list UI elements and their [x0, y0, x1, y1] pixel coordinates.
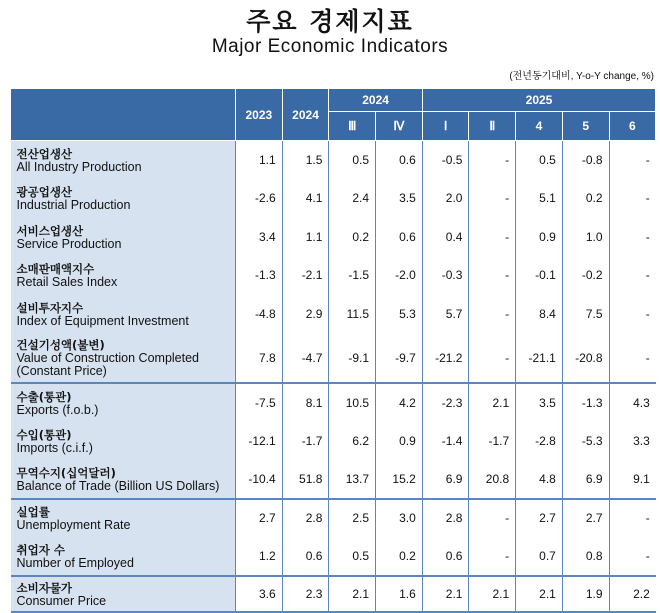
group-header-2024: 2024 — [329, 89, 422, 112]
value-cell: 2.4 — [329, 179, 376, 218]
value-cell: 6.9 — [562, 460, 609, 499]
value-cell: 3.5 — [516, 383, 563, 422]
label-header — [11, 89, 236, 141]
value-cell: 2.1 — [516, 576, 563, 612]
value-cell: -21.1 — [516, 333, 563, 383]
value-cell: - — [609, 333, 656, 383]
row-label — [11, 141, 236, 180]
value-cell: -2.6 — [236, 179, 283, 218]
value-cell: - — [469, 295, 516, 334]
label-korean: 소매판매액지수 — [16, 262, 95, 277]
row-label — [11, 333, 236, 383]
value-cell: 2.7 — [516, 499, 563, 538]
value-cell: -12.1 — [236, 422, 283, 461]
value-cell: -9.7 — [376, 333, 423, 383]
value-cell: 0.2 — [562, 179, 609, 218]
table-row — [11, 333, 656, 383]
value-cell: 0.5 — [329, 537, 376, 576]
value-cell: 3.0 — [376, 499, 423, 538]
value-cell: 0.7 — [516, 537, 563, 576]
value-cell: 5.7 — [422, 295, 469, 334]
table-row — [11, 422, 656, 461]
value-cell: 3.5 — [376, 179, 423, 218]
value-cell: -1.3 — [236, 256, 283, 295]
value-cell: 11.5 — [329, 295, 376, 334]
year-header: 2024 — [282, 89, 329, 141]
label-english: Unemployment Rate — [16, 518, 131, 533]
value-cell: 3.6 — [236, 576, 283, 612]
value-cell: -21.2 — [422, 333, 469, 383]
value-cell: 2.8 — [282, 499, 329, 538]
period-header: Ⅰ — [422, 112, 469, 141]
value-cell: 6.2 — [329, 422, 376, 461]
value-cell: - — [609, 256, 656, 295]
value-cell: 7.8 — [236, 333, 283, 383]
value-cell: 2.7 — [562, 499, 609, 538]
value-cell: -2.1 — [282, 256, 329, 295]
value-cell: 0.9 — [376, 422, 423, 461]
label-english-2: (Constant Price) — [16, 364, 107, 378]
label-english: Service Production — [16, 236, 122, 251]
value-cell: 0.5 — [516, 141, 563, 180]
year-header: 2023 — [236, 89, 283, 141]
table-row — [11, 295, 656, 334]
label-english: Exports (f.o.b.) — [16, 402, 99, 417]
value-cell: 2.8 — [422, 499, 469, 538]
label-korean: 무역수지(십억달러) — [16, 465, 116, 480]
value-cell: 6.9 — [422, 460, 469, 499]
value-cell: 13.7 — [329, 460, 376, 499]
table-row — [11, 256, 656, 295]
value-cell: 9.1 — [609, 460, 656, 499]
table-row — [11, 141, 656, 180]
label-korean: 설비투자지수 — [16, 300, 84, 315]
period-header: 4 — [516, 112, 563, 141]
value-cell: 0.8 — [562, 537, 609, 576]
label-english: Balance of Trade (Billion US Dollars) — [16, 478, 220, 493]
value-cell: 4.1 — [282, 179, 329, 218]
value-cell: - — [609, 537, 656, 576]
value-cell: 4.8 — [516, 460, 563, 499]
table-row — [11, 179, 656, 218]
label-korean: 소비자물가 — [16, 580, 73, 595]
value-cell: - — [609, 499, 656, 538]
value-cell: -1.7 — [469, 422, 516, 461]
label-korean: 취업자 수 — [16, 542, 65, 557]
value-cell: -5.3 — [562, 422, 609, 461]
value-cell: 1.6 — [376, 576, 423, 612]
indicators-table — [10, 88, 656, 613]
value-cell: - — [469, 179, 516, 218]
value-cell: - — [609, 141, 656, 180]
label-korean: 전산업생산 — [16, 147, 73, 161]
value-cell: -0.1 — [516, 256, 563, 295]
label-english: Industrial Production — [16, 198, 131, 213]
page-title-korean: 주요 경제지표 — [246, 7, 414, 36]
value-cell: -0.8 — [562, 141, 609, 180]
label-korean: 실업률 — [16, 505, 50, 520]
value-cell: 0.5 — [329, 141, 376, 180]
value-cell: - — [469, 537, 516, 576]
value-cell: 4.2 — [376, 383, 423, 422]
period-header: Ⅱ — [469, 112, 516, 141]
row-label — [11, 499, 236, 538]
label-korean: 수출(통관) — [16, 389, 72, 404]
label-english: Consumer Price — [16, 593, 107, 608]
value-cell: 8.1 — [282, 383, 329, 422]
row-label — [11, 295, 236, 334]
value-cell: 2.1 — [422, 576, 469, 612]
value-cell: - — [469, 141, 516, 180]
table-row — [11, 576, 656, 612]
value-cell: 2.1 — [329, 576, 376, 612]
page-title-english: Major Economic Indicators — [211, 36, 449, 57]
label-english: Index of Equipment Investment — [16, 313, 189, 328]
value-cell: 1.5 — [282, 141, 329, 180]
value-cell: -20.8 — [562, 333, 609, 383]
value-cell: - — [609, 295, 656, 334]
value-cell: -1.7 — [282, 422, 329, 461]
value-cell: -2.8 — [516, 422, 563, 461]
value-cell: 1.2 — [236, 537, 283, 576]
row-label — [11, 422, 236, 461]
label-korean: 광공업생산 — [16, 185, 73, 200]
value-cell: - — [609, 179, 656, 218]
row-label — [11, 218, 236, 257]
label-english: Retail Sales Index — [16, 275, 118, 290]
label-korean: 건설기성액(불변) — [16, 338, 105, 352]
value-cell: 1.9 — [562, 576, 609, 612]
label-korean: 수입(통관) — [16, 427, 72, 442]
row-label — [11, 383, 236, 422]
value-cell: -1.3 — [562, 383, 609, 422]
value-cell: 2.1 — [469, 576, 516, 612]
value-cell: 0.2 — [376, 537, 423, 576]
label-english: Value of Construction Completed — [16, 351, 200, 365]
value-cell: -1.4 — [422, 422, 469, 461]
value-cell: 0.9 — [516, 218, 563, 257]
value-cell: 0.6 — [422, 537, 469, 576]
period-header: 6 — [609, 112, 656, 141]
value-cell: 1.1 — [282, 218, 329, 257]
label-english: Imports (c.i.f.) — [16, 440, 93, 455]
row-label — [11, 179, 236, 218]
table-row — [11, 383, 656, 422]
table-row — [11, 499, 656, 538]
value-cell: 2.3 — [282, 576, 329, 612]
row-label — [11, 256, 236, 295]
label-english: Number of Employed — [16, 555, 134, 570]
period-header: Ⅳ — [376, 112, 423, 141]
value-cell: 51.8 — [282, 460, 329, 499]
value-cell: -4.7 — [282, 333, 329, 383]
value-cell: -4.8 — [236, 295, 283, 334]
value-cell: 2.5 — [329, 499, 376, 538]
unit-note: (전년동기대비, Y-o-Y change, %) — [509, 71, 654, 82]
value-cell: 2.7 — [236, 499, 283, 538]
row-label — [11, 537, 236, 576]
value-cell: 5.1 — [516, 179, 563, 218]
value-cell: -0.3 — [422, 256, 469, 295]
value-cell: -7.5 — [236, 383, 283, 422]
value-cell: -2.3 — [422, 383, 469, 422]
value-cell: -10.4 — [236, 460, 283, 499]
value-cell: 8.4 — [516, 295, 563, 334]
value-cell: 5.3 — [376, 295, 423, 334]
value-cell: -1.5 — [329, 256, 376, 295]
value-cell: - — [469, 499, 516, 538]
value-cell: 0.2 — [329, 218, 376, 257]
value-cell: 4.3 — [609, 383, 656, 422]
value-cell: 0.6 — [376, 141, 423, 180]
value-cell: -9.1 — [329, 333, 376, 383]
value-cell: 2.1 — [469, 383, 516, 422]
value-cell: - — [609, 218, 656, 257]
value-cell: -0.2 — [562, 256, 609, 295]
value-cell: 0.6 — [282, 537, 329, 576]
table-row — [11, 460, 656, 499]
value-cell: 1.1 — [236, 141, 283, 180]
row-label — [11, 460, 236, 499]
value-cell: - — [469, 333, 516, 383]
label-korean: 서비스업생산 — [16, 223, 84, 238]
period-header: Ⅲ — [329, 112, 376, 141]
value-cell: 7.5 — [562, 295, 609, 334]
value-cell: - — [469, 256, 516, 295]
table-row — [11, 537, 656, 576]
value-cell: 2.2 — [609, 576, 656, 612]
period-header: 5 — [562, 112, 609, 141]
value-cell: 10.5 — [329, 383, 376, 422]
value-cell: 3.4 — [236, 218, 283, 257]
value-cell: 2.9 — [282, 295, 329, 334]
value-cell: 3.3 — [609, 422, 656, 461]
value-cell: 20.8 — [469, 460, 516, 499]
value-cell: 0.4 — [422, 218, 469, 257]
group-header-2025: 2025 — [422, 89, 655, 112]
value-cell: 2.0 — [422, 179, 469, 218]
value-cell: 15.2 — [376, 460, 423, 499]
value-cell: -2.0 — [376, 256, 423, 295]
row-label — [11, 576, 236, 612]
value-cell: 0.6 — [376, 218, 423, 257]
table-row — [11, 218, 656, 257]
value-cell: 1.0 — [562, 218, 609, 257]
value-cell: -0.5 — [422, 141, 469, 180]
value-cell: - — [469, 218, 516, 257]
label-english: All Industry Production — [16, 160, 142, 174]
